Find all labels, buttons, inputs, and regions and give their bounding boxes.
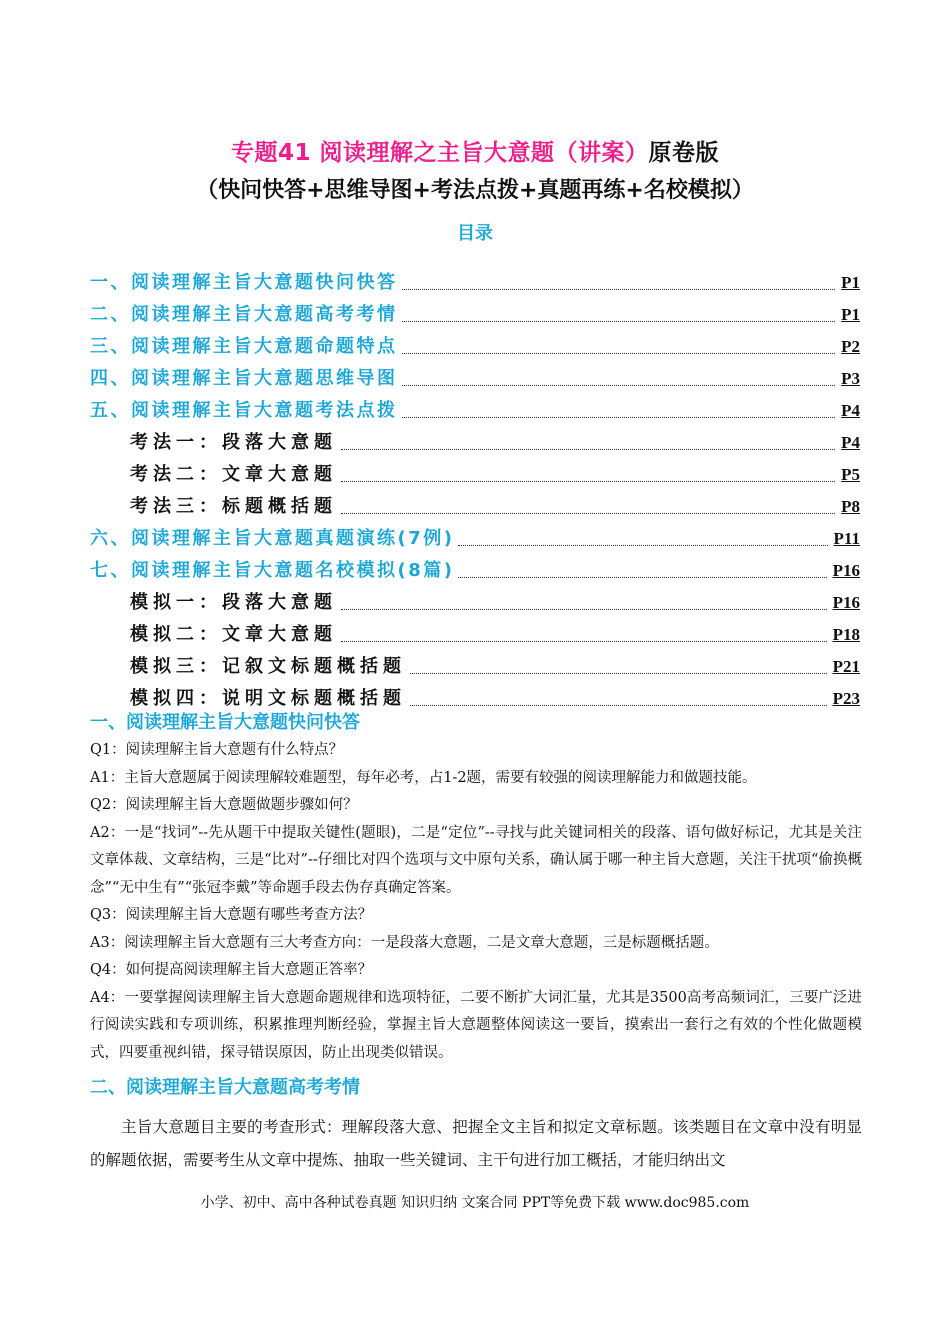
toc-page-number: P21 <box>832 657 860 676</box>
page-footer: 小学、初中、高中各种试卷真题 知识归纳 文案合同 PPT等免费下载 www.doc985.com <box>200 1195 750 1211</box>
toc-leader <box>341 608 827 610</box>
toc-entry[interactable] <box>90 294 860 326</box>
toc-subentry[interactable] <box>90 678 860 710</box>
toc-entry-label: 四、阅读理解主旨大意题思维导图 <box>90 368 398 389</box>
toc-entry[interactable] <box>90 358 860 390</box>
toc-entry-label: 一、阅读理解主旨大意题快问快答 <box>90 272 398 293</box>
question-1: Q1：阅读理解主旨大意题有什么特点？ <box>90 742 344 758</box>
section-heading-exam-overview: 二、阅读理解主旨大意题高考考情 <box>90 1077 360 1098</box>
question-4: Q4：如何提高阅读理解主旨大意题正答率？ <box>90 962 373 978</box>
toc-subentry[interactable] <box>90 486 860 518</box>
toc-entry[interactable] <box>90 518 860 550</box>
toc-page-number: P11 <box>833 529 860 548</box>
toc-page-number: P1 <box>841 273 860 292</box>
toc-page-number: P1 <box>841 305 860 324</box>
question-3: Q3：阅读理解主旨大意题有哪些考查方法？ <box>90 907 373 923</box>
toc-entry-label: 六、阅读理解主旨大意题真题演练(7例) <box>90 528 455 549</box>
document-subtitle: （快问快答+思维导图+考法点拨+真题再练+名校模拟） <box>196 178 754 203</box>
answer-4: A4：一要掌握阅读理解主旨大意题命题规律和选项特征，二要不断扩大词汇量，尤其是3500高考高频词汇，三要广泛进行阅读实践和专项训练，积累推理判断经验，掌握主旨大意题整体阅读这一要旨，摸索出一套行之有效的个性化做题模式，四要重视纠错，探寻错误原因，防止出现类似错误。 <box>90 989 862 1061</box>
toc-subentry[interactable] <box>90 614 860 646</box>
answer-1: A1：主旨大意题属于阅读理解较难题型，每年必考，占1-2题，需要有较强的阅读理解能力和做题技能。 <box>90 769 757 786</box>
toc-page-number: P16 <box>832 561 860 580</box>
toc-leader <box>341 448 835 450</box>
toc-page-number: P2 <box>841 337 860 356</box>
toc-entry[interactable] <box>90 262 860 294</box>
toc-entry-label: 二、阅读理解主旨大意题高考考情 <box>90 304 398 325</box>
section-heading-quick-qa: 一、阅读理解主旨大意题快问快答 <box>90 712 360 733</box>
toc-page-number: P4 <box>841 401 860 420</box>
toc-leader <box>410 704 827 706</box>
toc-entry-label: 三、阅读理解主旨大意题命题特点 <box>90 336 398 357</box>
exam-overview-paragraph: 主旨大意题目主要的考查形式：理解段落大意、把握全文主旨和拟定文章标题。该类题目在文章中没有明显的解题依据，需要考生从文章中提炼、抽取一些关键词、主干句进行加工概括，才能归纳出文 <box>90 1118 862 1169</box>
answer-2: A2：一是“找词”--先从题干中提取关键性(题眼)，二是“定位”--寻找与此关键词相关的段落、语句做好标记，尤其是关注文章体裁、文章结构，三是“比对”--仔细比对四个选项与文中原句关系，确认属于哪一种主旨大意题，关注干扰项“偷换概念”“无中生有”“张冠李戴”等命题手段去伪存真确定答案。 <box>90 824 862 896</box>
title-topic: 专题41 阅读理解之主旨大意题（讲案） <box>230 140 649 166</box>
toc-page-number: P4 <box>841 433 860 452</box>
toc-leader <box>402 288 836 290</box>
toc-heading: 目录 <box>457 223 493 244</box>
toc-leader <box>341 480 835 482</box>
toc-leader <box>458 544 827 546</box>
toc-entry[interactable] <box>90 390 860 422</box>
toc-page-number: P8 <box>841 497 860 516</box>
toc-leader <box>402 320 836 322</box>
toc-page-number: P5 <box>841 465 860 484</box>
toc-page-number: P23 <box>832 689 860 708</box>
toc-entry-label: 五、阅读理解主旨大意题考法点拨 <box>90 400 398 421</box>
toc-subentry[interactable] <box>90 582 860 614</box>
toc-entry-label: 考法二：文章大意题 <box>130 464 337 485</box>
toc-leader <box>402 416 836 418</box>
toc-subentry[interactable] <box>90 422 860 454</box>
toc-subentry[interactable] <box>90 454 860 486</box>
toc-entry-label: 模拟三：记叙文标题概括题 <box>130 656 406 677</box>
toc-leader <box>410 672 827 674</box>
toc-entry-label: 模拟一：段落大意题 <box>130 592 337 613</box>
toc-page-number: P16 <box>832 593 860 612</box>
toc-page-number: P3 <box>841 369 860 388</box>
toc-subentry[interactable] <box>90 646 860 678</box>
question-2: Q2：阅读理解主旨大意题做题步骤如何？ <box>90 797 358 813</box>
toc-leader <box>458 576 826 578</box>
toc-entry[interactable] <box>90 550 860 582</box>
toc-leader <box>341 512 835 514</box>
quick-qa-section <box>90 737 862 1067</box>
toc-entry-label: 模拟二：文章大意题 <box>130 624 337 645</box>
answer-3: A3：阅读理解主旨大意题有三大考查方向：一是段落大意题，二是文章大意题，三是标题概括题。 <box>90 934 719 951</box>
toc-entry-label: 模拟四：说明文标题概括题 <box>130 688 406 709</box>
toc-leader <box>341 640 827 642</box>
toc-entry-label: 考法三：标题概括题 <box>130 496 337 517</box>
toc-entry-label: 七、阅读理解主旨大意题名校模拟(8篇) <box>90 560 455 581</box>
toc-leader <box>402 384 836 386</box>
title-edition: 原卷版 <box>648 140 719 166</box>
toc-entry[interactable] <box>90 326 860 358</box>
toc-page-number: P18 <box>832 625 860 644</box>
toc-leader <box>402 352 836 354</box>
table-of-contents <box>90 262 860 710</box>
document-title <box>0 134 950 167</box>
toc-entry-label: 考法一：段落大意题 <box>130 432 337 453</box>
